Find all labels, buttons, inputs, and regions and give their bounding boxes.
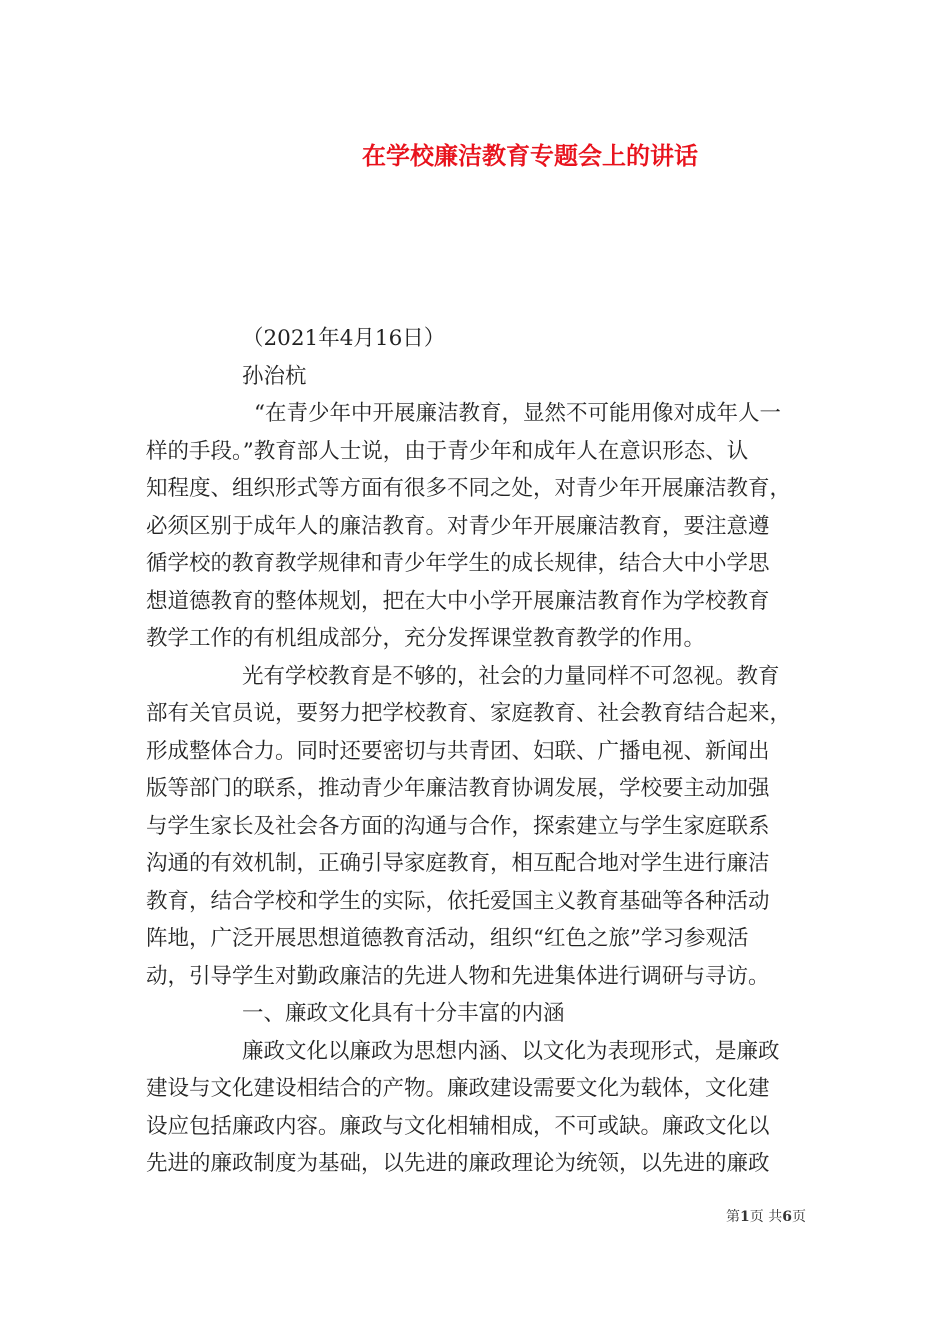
document-title: 在学校廉洁教育专题会上的讲话 — [362, 142, 698, 170]
footer-middle: 页 共 — [749, 1209, 783, 1225]
paragraph-line: 必须区别于成年人的廉洁教育。对青少年开展廉洁教育，要注意遵 — [146, 513, 770, 539]
total-page-number: 6 — [782, 1209, 792, 1225]
paragraph-line: 建设与文化建设相结合的产物。廉政建设需要文化为载体，文化建 — [146, 1076, 770, 1101]
author-line: 孙治杭 — [242, 363, 307, 389]
document-body — [146, 320, 814, 1183]
paragraph-line: 教学工作的有机组成部分，充分发挥课堂教育教学的作用。 — [146, 626, 706, 651]
paragraph-line: 沟通的有效机制，正确引导家庭教育，相互配合地对学生进行廉洁 — [146, 851, 770, 876]
paragraph-line: 动，引导学生对勤政廉洁的先进人物和先进集体进行调研与寻访。 — [146, 963, 770, 989]
paragraph-line: 先进的廉政制度为基础，以先进的廉政理论为统领，以先进的廉政 — [146, 1151, 770, 1176]
paragraph-2 — [146, 658, 814, 996]
paragraph-3 — [146, 1033, 814, 1183]
section-heading-text: 一、廉政文化具有十分丰富的内涵 — [242, 1001, 565, 1026]
paragraph-line: 样的手段。”教育部人士说，由于青少年和成年人在意识形态、认 — [146, 438, 749, 464]
paragraph-line: 设应包括廉政内容。廉政与文化相辅相成，不可或缺。廉政文化以 — [146, 1113, 770, 1139]
current-page-number: 1 — [740, 1209, 750, 1225]
paragraph-line: “在青少年中开展廉洁教育，显然不可能用像对成年人一 — [254, 401, 781, 426]
paragraph-line: 教育，结合学校和学生的实际，依托爱国主义教育基础等各种活动 — [146, 888, 770, 914]
date-line: （2021年4月16日） — [242, 326, 446, 351]
paragraph-1 — [146, 395, 814, 658]
paragraph-line: 形成整体合力。同时还要密切与共青团、妇联、广播电视、新闻出 — [146, 738, 770, 764]
paragraph-line: 循学校的教育教学规律和青少年学生的成长规律，结合大中小学思 — [146, 551, 770, 576]
paragraph-line: 部有关官员说，要努力把学校教育、家庭教育、社会教育结合起来， — [146, 701, 792, 726]
page-footer — [726, 1206, 806, 1226]
paragraph-line: 想道德教育的整体规划，把在大中小学开展廉洁教育作为学校教育 — [146, 588, 770, 614]
paragraph-line: 版等部门的联系，推动青少年廉洁教育协调发展，学校要主动加强 — [146, 776, 770, 801]
footer-prefix: 第 — [726, 1209, 741, 1225]
paragraph-line: 廉政文化以廉政为思想内涵、以文化为表现形式，是廉政 — [242, 1038, 780, 1064]
section-heading — [146, 995, 814, 1033]
footer-suffix: 页 — [792, 1209, 806, 1225]
paragraph-line: 知程度、组织形式等方面有很多不同之处，对青少年开展廉洁教育， — [146, 476, 792, 501]
paragraph-line: 与学生家长及社会各方面的沟通与合作，探索建立与学生家庭联系 — [146, 813, 770, 839]
paragraph-line: 阵地，广泛开展思想道德教育活动，组织“红色之旅”学习参观活 — [146, 926, 749, 951]
paragraph-line: 光有学校教育是不够的，社会的力量同样不可忽视。教育 — [242, 663, 780, 689]
